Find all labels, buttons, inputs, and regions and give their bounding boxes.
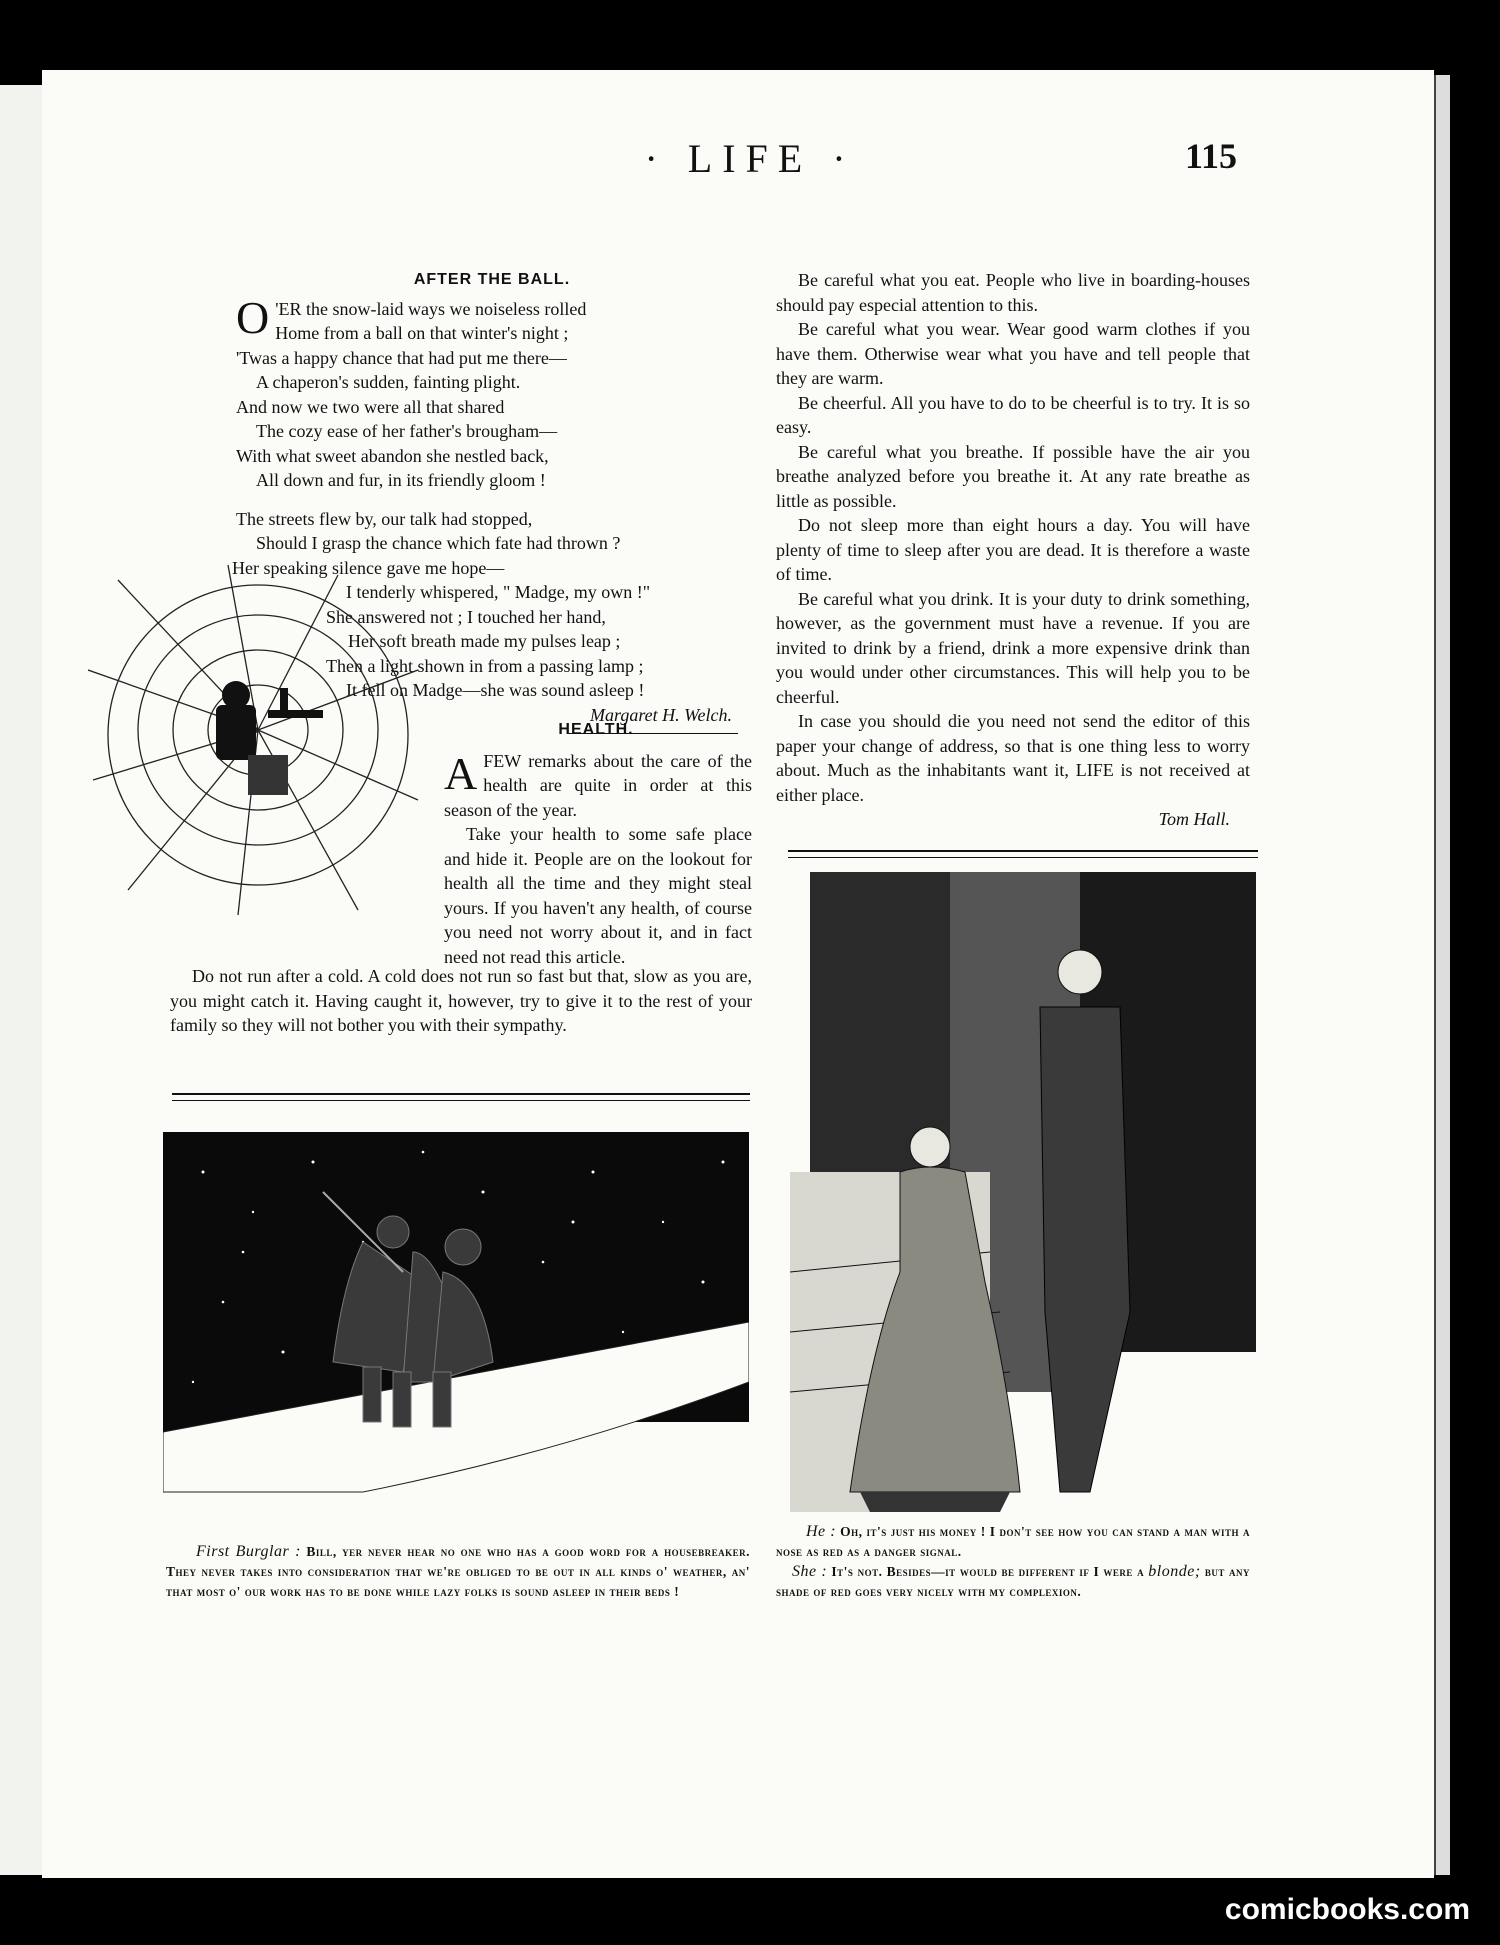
drop-cap: A xyxy=(444,747,478,799)
caption-text: Oh, it's just his money ! I don't see how you can stand a man with a nose as red as a danger signal. xyxy=(776,1524,1250,1559)
health-paragraph: Do not sleep more than eight hours a day. You will have plenty of time to sleep after you are dead. It is therefore a waste of time. xyxy=(776,515,1250,584)
health-paragraph: Be careful what you eat. People who live in boarding-houses should pay especial attention to this. xyxy=(776,270,1250,315)
health-paragraph: Be cheerful. All you have to do to be cheerful is to try. It is so easy. xyxy=(776,392,1250,437)
caption-emphasis: blonde; xyxy=(1148,1563,1201,1580)
health-title: HEALTH. xyxy=(558,721,634,738)
poem-line: All down and fur, in its friendly gloom ! xyxy=(256,470,546,490)
poem-line: With what sweet abandon she nestled back, xyxy=(236,445,549,466)
poem-line: It fell on Madge—she was sound asleep ! xyxy=(346,680,645,700)
poem-line: She answered not ; I touched her hand, xyxy=(326,606,606,627)
poem-line: The cozy ease of her father's brougham— xyxy=(256,421,558,441)
poem-line: 'ER the snow-laid ways we noiseless rolled xyxy=(275,298,587,319)
poem-title: AFTER THE BALL. xyxy=(413,271,571,288)
couple-caption xyxy=(776,1522,1250,1602)
health-article-left xyxy=(170,718,752,969)
poem-line: 'Twas a happy chance that had put me there— xyxy=(236,347,567,368)
horizontal-rule xyxy=(172,1093,750,1101)
poem-line: And now we two were all that shared xyxy=(236,396,505,417)
couple-illustration xyxy=(790,872,1256,1522)
poem-line: I tenderly whispered, " Madge, my own !" xyxy=(346,582,651,602)
masthead-title: · LIFE · xyxy=(644,136,856,181)
health-article-right xyxy=(776,268,1250,832)
poem-line: A chaperon's sudden, fainting plight. xyxy=(256,372,521,392)
drop-cap: O xyxy=(236,291,270,343)
caption-speaker: He : xyxy=(806,1523,837,1540)
health-intro: FEW remarks about the care of the health are quite in order at this season of the year. xyxy=(444,750,752,820)
horizontal-rule xyxy=(788,850,1258,858)
poem-line: The streets flew by, our talk had stopped, xyxy=(236,508,533,529)
poem-line: Then a light shown in from a passing lamp ; xyxy=(326,655,644,676)
health-paragraph: Take your health to some safe place and hide it. People are on the lookout for health all the time and they might steal yours. If you haven't any health, of course you need not worry about it, and in fact need not read this article. xyxy=(444,824,752,967)
health-author: Tom Hall. xyxy=(1158,809,1230,829)
site-watermark: comicbooks.com xyxy=(1224,1893,1470,1926)
poem-line: Home from a ball on that winter's night ; xyxy=(275,323,569,343)
health-paragraph: Be careful what you wear. Wear good warm clothes if you have them. Otherwise wear what you have and tell people that they are warm. xyxy=(776,319,1250,388)
page-number: 115 xyxy=(1185,136,1238,176)
page-stack-edge xyxy=(1434,75,1450,1875)
adjacent-page-edge xyxy=(0,85,45,1875)
health-paragraph: Be careful what you breathe. If possible have the air you breathe analyzed before you breathe it. At any rate breathe as little as possible. xyxy=(776,441,1250,511)
poem-line: Her soft breath made my pulses leap ; xyxy=(348,631,621,651)
caption-speaker: She : xyxy=(792,1563,828,1580)
burglars-night-illustration xyxy=(163,1132,749,1532)
poem-line: Should I grasp the chance which fate had thrown ? xyxy=(256,533,621,553)
burglar-caption xyxy=(166,1542,750,1602)
caption-speaker: First Burglar : xyxy=(196,1543,302,1560)
poem-line: Her speaking silence gave me hope— xyxy=(232,557,505,578)
health-paragraph: Do not run after a cold. A cold does not run so fast but that, slow as you are, you might catch it. Having caught it, however, try to give it to the rest of your family so they will not bother you with their sympathy. xyxy=(170,966,752,1035)
health-article-left-lower xyxy=(170,964,752,1038)
health-paragraph: In case you should die you need not send the editor of this paper your change of address, so that is one thing less to worry about. Much as the inhabitants want it, LIFE is not received at either place. xyxy=(776,711,1250,805)
caption-text: but any shade of red goes very nicely with my complexion. xyxy=(776,1564,1250,1599)
caption-text: It's not. Besides—it would be different if I were a xyxy=(827,1564,1149,1579)
poem-author: Margaret H. Welch. xyxy=(590,704,732,725)
caption-text: Bill, yer never hear no one who has a good word for a housebreaker. They never takes into consideration that we're obliged to be out in all kinds o' weather, an' that most o' our work has to be done while lazy folks is sound asleep in their beds ! xyxy=(166,1544,750,1599)
health-paragraph: Be careful what you drink. It is your duty to drink something, however, as the government must have a revenue. If you are invited to drink by a friend, drink a more expensive drink than you would under other circumstances. This will help you to be cheerful. xyxy=(776,588,1250,707)
